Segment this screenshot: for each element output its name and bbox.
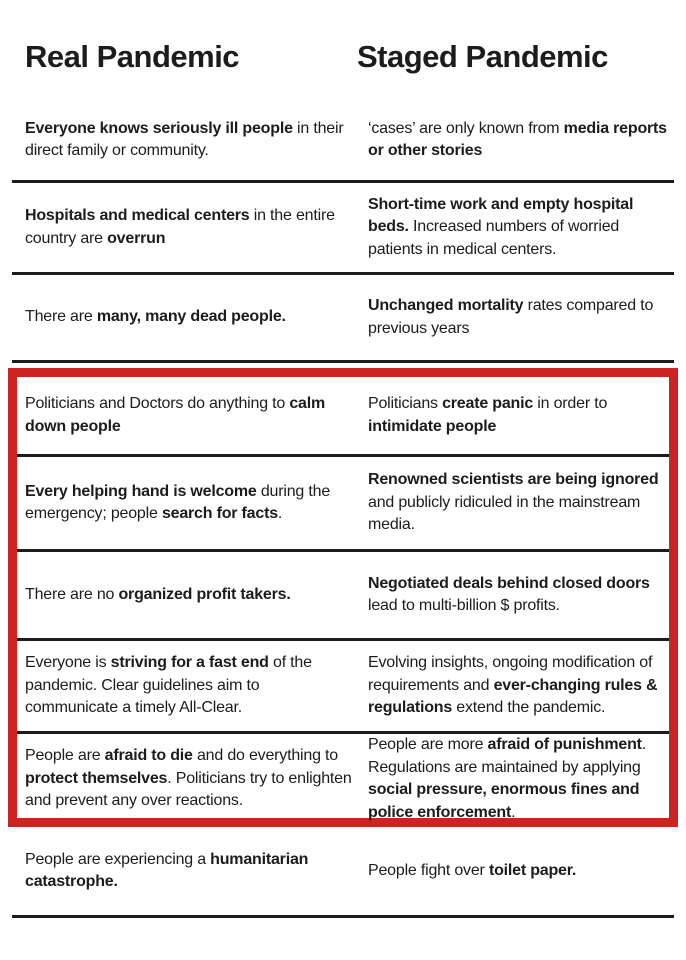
text-segment: rates compared to previous years — [368, 297, 654, 337]
text-segment: social pressure, enormous fines and police enforcement — [368, 781, 640, 821]
text-segment: during the emergency; people — [25, 482, 331, 522]
text-segment: afraid of punishment — [487, 736, 642, 753]
comparison-table — [12, 0, 674, 918]
staged-cell-6 — [368, 573, 669, 618]
staged-cell-9 — [368, 860, 674, 883]
text-segment: Hospitals and medical centers — [25, 207, 250, 224]
text-segment: calm down people — [25, 395, 326, 435]
real-cell-6 — [17, 584, 368, 607]
text-segment: There are no — [25, 585, 119, 603]
text-segment: Short-time work and empty hospital beds. — [368, 195, 634, 236]
text-segment: overrun — [107, 229, 166, 247]
text-segment: in the entire country are — [25, 207, 335, 247]
comparison-row-3 — [12, 275, 674, 363]
text-segment: extend the pandemic. — [452, 699, 606, 717]
comparison-row-9 — [12, 827, 674, 918]
staged-cell-8 — [368, 734, 669, 824]
text-segment: People are — [25, 747, 105, 765]
text-segment: People fight over — [368, 861, 489, 879]
real-cell-7 — [17, 652, 368, 720]
real-cell-8 — [17, 745, 368, 813]
text-segment: . Politicians try to enlighten and prevent any over reactions. — [25, 769, 352, 810]
comparison-row-4 — [17, 377, 669, 457]
table-header-row — [12, 0, 674, 74]
text-segment: and publicly ridiculed in the mainstream media. — [368, 493, 641, 534]
text-segment: People are experiencing a — [25, 850, 211, 868]
text-segment: protect themselves — [25, 769, 168, 787]
comparison-row-7 — [17, 641, 669, 734]
text-segment: many, many dead people. — [96, 308, 286, 326]
comparison-row-6 — [17, 552, 669, 641]
text-segment: striving for a fast end — [110, 654, 269, 672]
text-segment: Every helping hand is welcome — [25, 482, 257, 500]
text-segment: in order to — [533, 395, 608, 412]
text-segment: Increased numbers of worried patients in medical centers. — [368, 218, 620, 258]
text-segment: Politicians — [368, 395, 443, 412]
text-segment: afraid to die — [104, 747, 193, 765]
text-segment: . Regulations are maintained by applying — [368, 736, 647, 776]
text-segment: Politicians and Doctors do anything to — [25, 395, 290, 412]
real-cell-3 — [12, 306, 368, 329]
real-cell-9 — [12, 849, 368, 894]
real-cell-4 — [17, 393, 368, 438]
comparison-row-8 — [17, 734, 669, 821]
text-segment: Unchanged mortality — [368, 297, 524, 314]
comparison-row-1 — [12, 74, 674, 183]
staged-cell-5 — [368, 469, 669, 537]
text-segment: People are more — [368, 736, 488, 753]
text-segment: media reports or other stories — [368, 119, 667, 159]
text-segment: Negotiated deals behind closed doors — [368, 574, 650, 592]
text-segment: of the pandemic. Clear guidelines aim to communicate a timely All-Clear. — [25, 654, 312, 717]
real-cell-1 — [12, 118, 368, 163]
text-segment: Everyone is — [25, 654, 111, 672]
highlight-box — [8, 368, 678, 827]
real-cell-5 — [17, 481, 368, 526]
real-pandemic-header: Real Pandemic — [25, 39, 240, 75]
comparison-row-2 — [12, 183, 674, 275]
text-segment: ‘cases’ are only known from — [368, 119, 564, 137]
text-segment: in their direct family or community. — [25, 119, 344, 159]
comparison-row-5 — [17, 457, 669, 552]
text-segment: search for facts — [161, 505, 278, 522]
text-segment: Evolving insights, ongoing modification of requirements and — [368, 654, 653, 694]
text-segment: intimidate people — [368, 417, 497, 435]
staged-pandemic-header: Staged Pandemic — [357, 39, 608, 75]
text-segment: and do everything to — [192, 747, 338, 765]
text-segment: toilet paper. — [488, 861, 577, 879]
real-cell-2 — [12, 205, 368, 250]
staged-cell-1 — [368, 118, 674, 163]
staged-cell-7 — [368, 652, 669, 720]
text-segment: humanitarian catastrophe. — [25, 850, 309, 890]
text-segment: organized profit takers. — [118, 585, 291, 603]
text-segment: lead to multi-billion $ profits. — [368, 597, 560, 614]
text-segment: There are — [25, 308, 97, 326]
text-segment: Everyone knows seriously ill people — [25, 119, 293, 137]
text-segment: Renowned scientists are being ignored — [368, 471, 659, 489]
text-segment: . — [277, 505, 283, 522]
staged-cell-4 — [368, 393, 669, 438]
staged-cell-2 — [368, 194, 674, 262]
text-segment: . — [511, 803, 516, 821]
staged-cell-3 — [368, 295, 674, 340]
text-segment: ever-changing rules & regulations — [368, 676, 658, 717]
text-segment: create panic — [442, 395, 534, 412]
